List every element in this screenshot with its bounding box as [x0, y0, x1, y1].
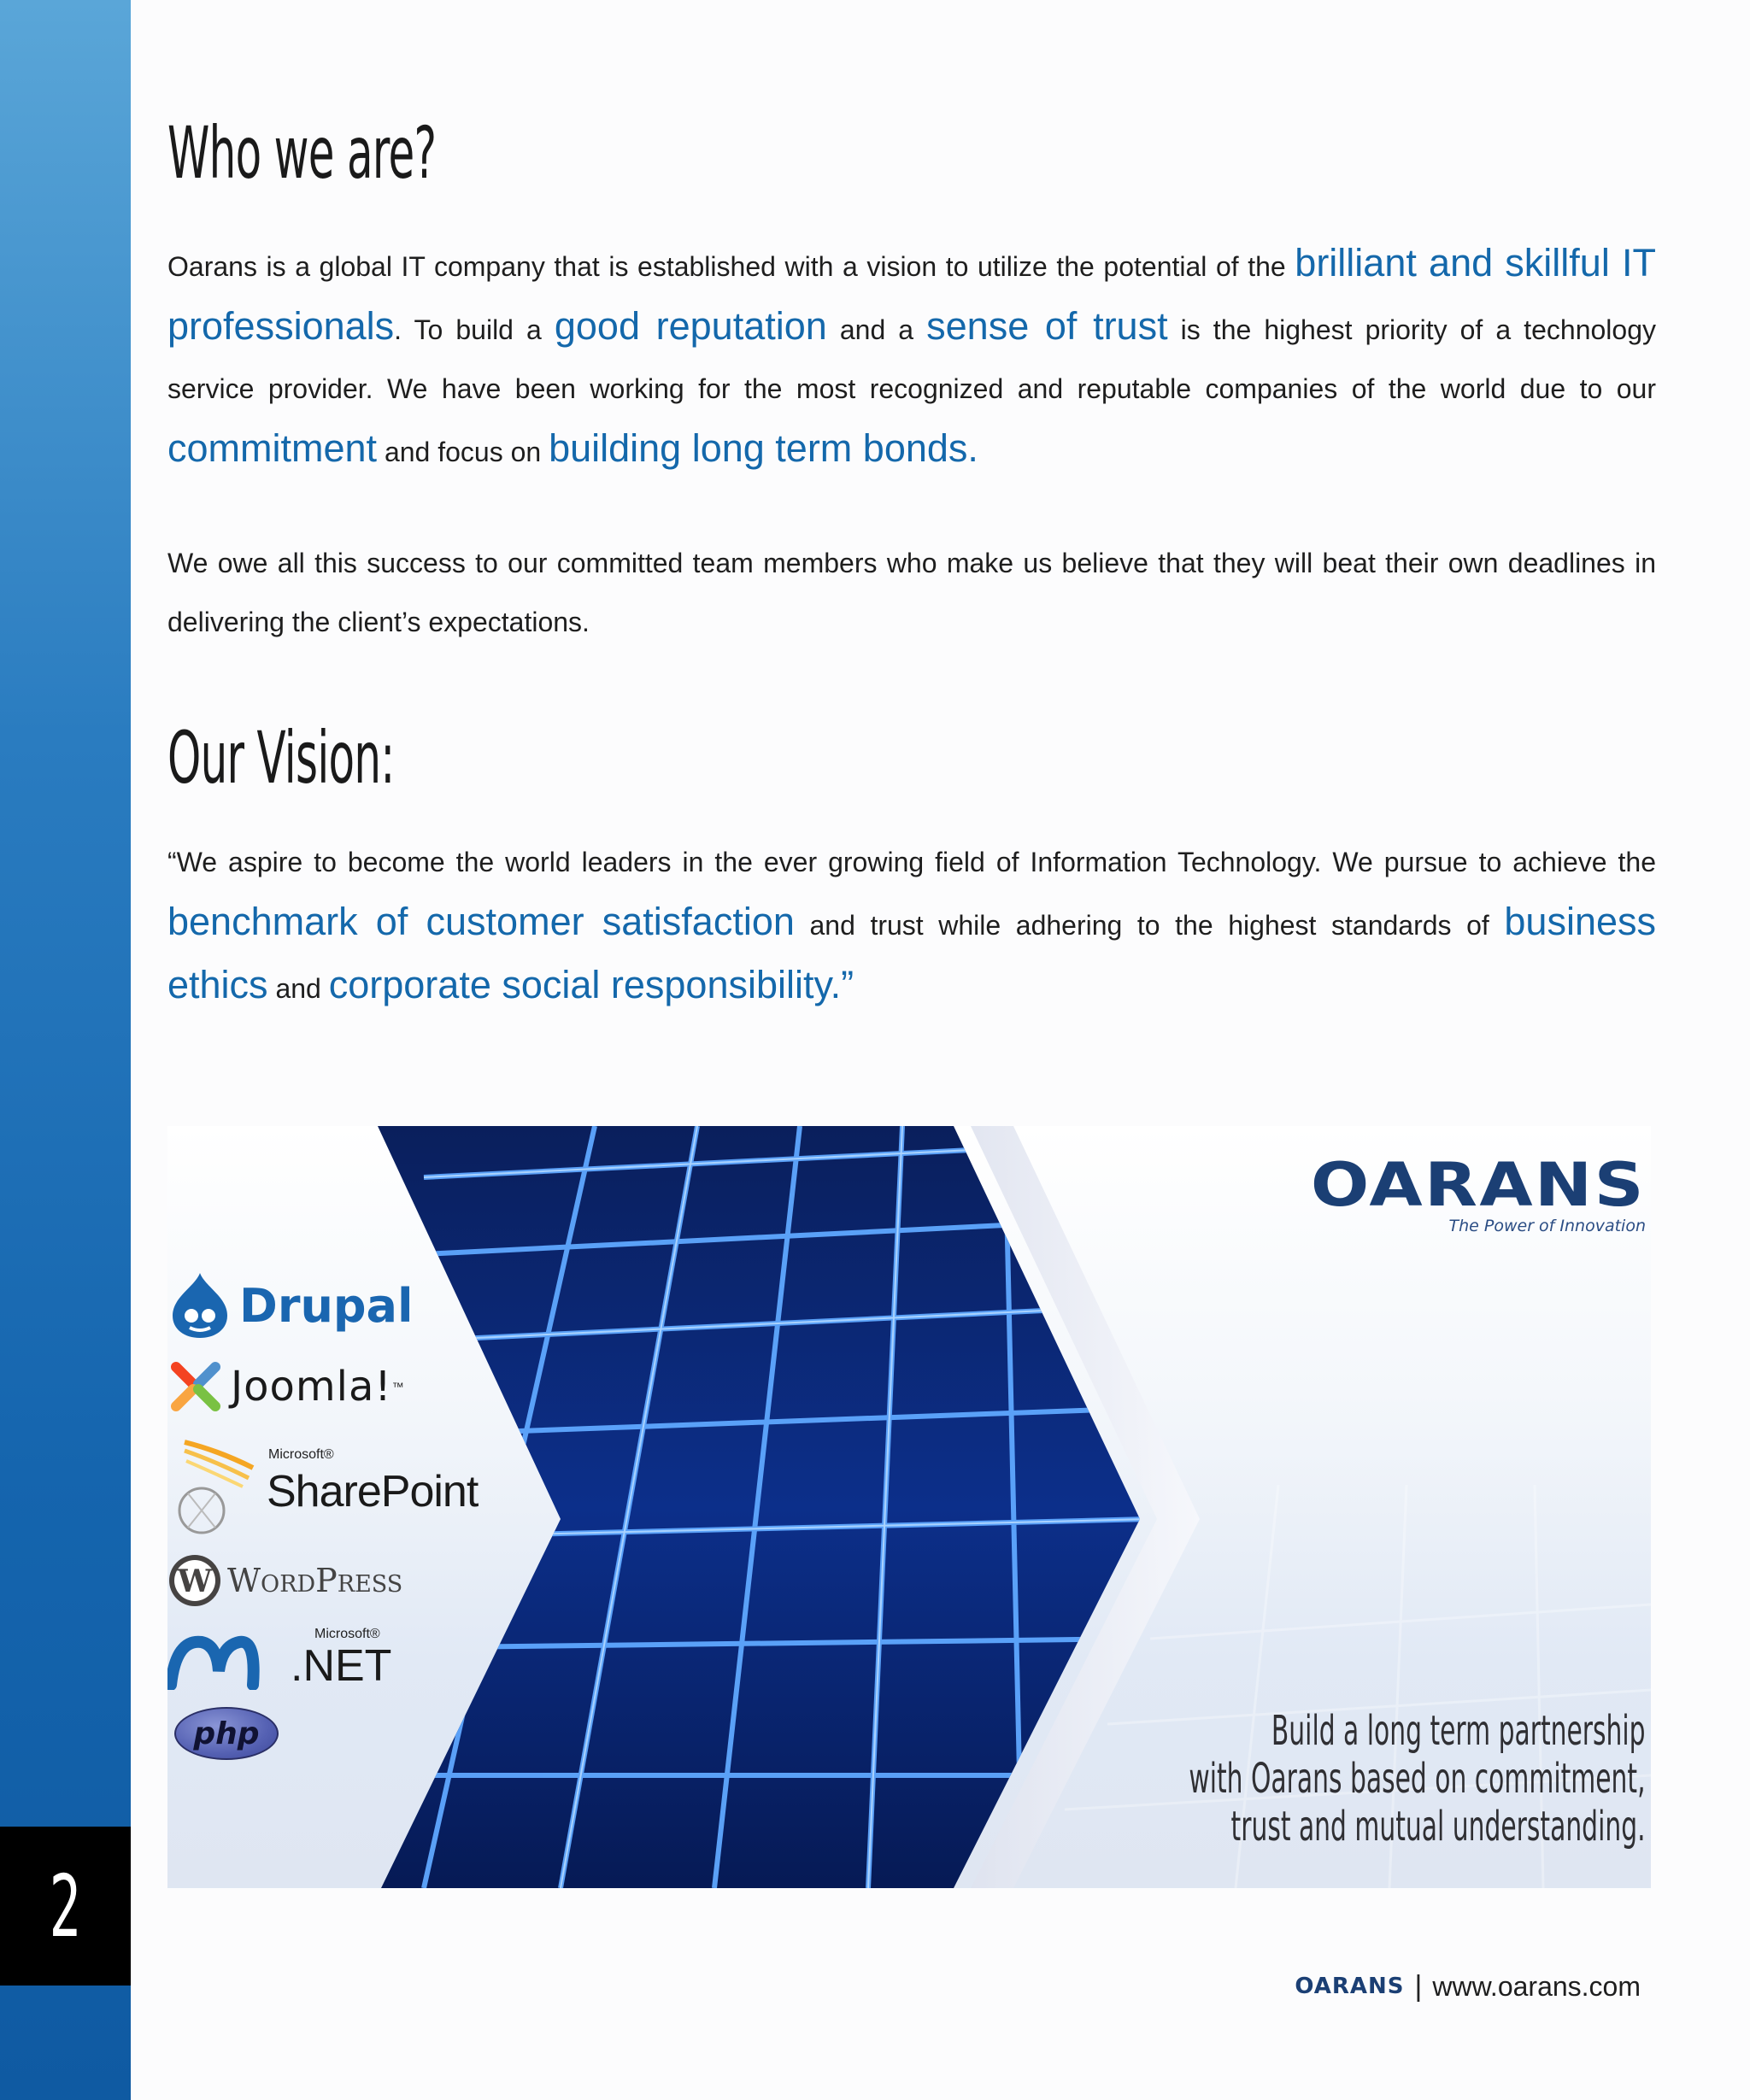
text-run: and focus on [377, 437, 549, 467]
page-number: 2 [49, 1856, 82, 1956]
left-color-band [0, 0, 131, 2100]
footer-separator: | [1414, 1969, 1423, 2003]
footer-website-url[interactable]: www.oarans.com [1432, 1970, 1641, 2002]
footer [1265, 1965, 1641, 2008]
highlighted-phrase: building long term bonds. [549, 426, 978, 470]
joomla-logo [167, 1358, 404, 1415]
footer-oarans-logo: OARANS [1295, 1974, 1405, 1999]
drupal-logo [167, 1271, 414, 1340]
dotnet-icon [167, 1630, 287, 1690]
php-logo [167, 1707, 279, 1760]
text-run: is the highest priority of a technology service provider. We have been working for the most recognized and reputable companies of the world due to our [167, 314, 1657, 404]
highlighted-phrase: good reputation [554, 304, 827, 348]
php-badge [174, 1707, 279, 1760]
dotnet-microsoft-label: Microsoft® [314, 1627, 380, 1641]
highlighted-phrase: benchmark of customer satisfaction [167, 900, 795, 943]
wordpress-logo [167, 1553, 402, 1608]
text-run: Oarans is a global IT company that is established with a vision to utilize the potential of the [167, 251, 1295, 282]
our-vision-heading: Our Vision: [167, 716, 395, 800]
highlighted-phrase: corporate social responsibility.” [328, 963, 854, 1006]
wordpress-icon [167, 1553, 222, 1608]
page-number-box [0, 1827, 131, 1986]
sharepoint-logo [167, 1434, 478, 1536]
promo-banner [167, 1126, 1651, 1888]
svg-text:W: W [177, 1563, 213, 1599]
highlighted-phrase: business ethics [167, 900, 1657, 1006]
text-run: . To build a [394, 314, 555, 345]
slogan-line: trust and mutual understanding. [1231, 1803, 1646, 1851]
oarans-logo-tagline: The Power of Innovation [1448, 1217, 1646, 1235]
drupal-drop-icon [167, 1271, 232, 1340]
text-run: and trust while adhering to the highest standards of [794, 910, 1505, 941]
who-we-are-heading: Who we are? [167, 111, 437, 195]
joomla-label: Joomla! [231, 1363, 392, 1411]
joomla-icon [167, 1358, 224, 1415]
sharepoint-label: SharePoint [267, 1467, 479, 1516]
oarans-logo-wordmark: OARANS [1310, 1150, 1646, 1220]
highlighted-phrase: commitment [167, 426, 378, 470]
text-run: and a [826, 314, 927, 345]
sharepoint-icon [167, 1434, 261, 1536]
wordpress-label: WordPress [227, 1562, 403, 1599]
text-run: “We aspire to become the world leaders in the ever growing field of Information Technology. We pursue to achieve the [167, 847, 1656, 877]
highlighted-phrase: sense of trust [926, 304, 1168, 348]
slogan-line: with Oarans based on commitment, [1189, 1755, 1646, 1803]
banner-slogan [1189, 1707, 1646, 1851]
slogan-line: Build a long term partnership [1271, 1707, 1646, 1755]
drupal-label: Drupal [239, 1278, 414, 1333]
who-we-are-paragraph [167, 233, 1656, 482]
sharepoint-wordmark [267, 1447, 479, 1517]
php-label: php [193, 1716, 260, 1751]
dotnet-label: .NET [291, 1641, 392, 1691]
dotnet-wordmark [291, 1628, 391, 1692]
sharepoint-microsoft-label: Microsoft® [268, 1447, 334, 1462]
highlighted-phrase: brilliant and skillful IT professionals [167, 241, 1657, 348]
oarans-logo [1310, 1150, 1646, 1235]
text-run: and [267, 973, 329, 1004]
team-paragraph: We owe all this success to our committed team members who make us believe that they will beat their own deadlines in delivering the client’s expectations. [167, 548, 1656, 637]
vision-paragraph [167, 833, 1656, 1018]
dotnet-logo [167, 1628, 391, 1692]
joomla-trademark: ™ [391, 1380, 404, 1393]
